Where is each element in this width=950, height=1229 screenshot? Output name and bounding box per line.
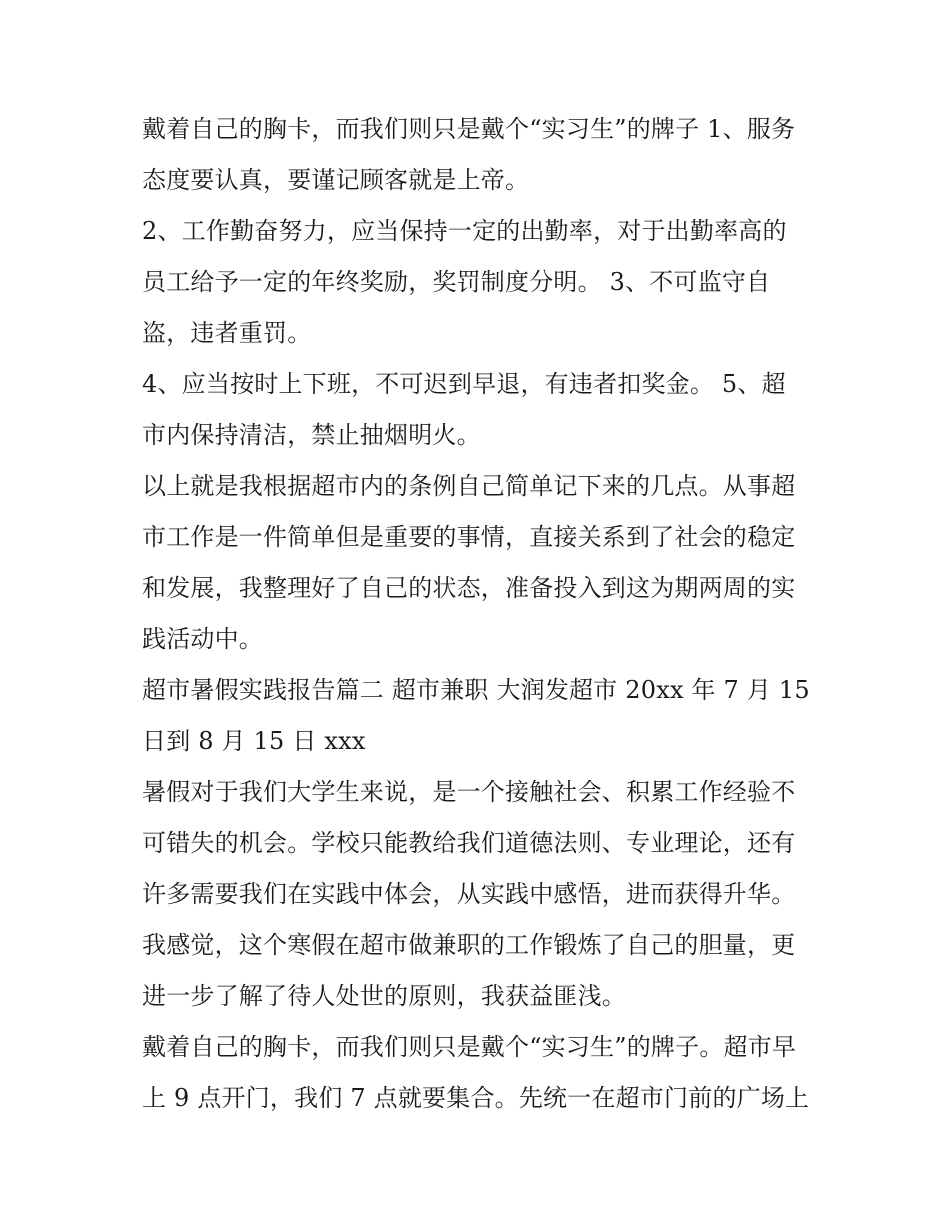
text-line: 我感觉，这个寒假在超市做兼职的工作锻炼了自己的胆量，更 — [142, 931, 796, 959]
section-heading-line: 超市暑假实践报告篇二 超市兼职 大润发超市 20xx 年 7 月 15 — [142, 676, 810, 704]
section-heading-line: 日到 8 月 15 日 xxx — [142, 727, 366, 755]
text-line: 以上就是我根据超市内的条例自己简单记下来的几点。从事超 — [142, 472, 796, 500]
text-line: 盗，违者重罚。 — [142, 319, 312, 347]
text-line: 员工给予一定的年终奖励，奖罚制度分明。 3、不可监守自 — [142, 268, 771, 296]
text-line: 态度要认真，要谨记顾客就是上帝。 — [142, 166, 530, 194]
text-line: 4、应当按时上下班，不可迟到早退，有违者扣奖金。 5、超 — [142, 370, 786, 398]
text-line: 戴着自己的胸卡，而我们则只是戴个“实习生”的牌子 1、服务 — [142, 115, 796, 143]
text-line: 可错失的机会。学校只能教给我们道德法则、专业理论，还有 — [142, 829, 796, 857]
text-line: 2、工作勤奋努力，应当保持一定的出勤率，对于出勤率高的 — [142, 217, 787, 245]
text-line: 践活动中。 — [142, 625, 263, 653]
text-line: 市工作是一件简单但是重要的事情，直接关系到了社会的稳定 — [142, 523, 796, 551]
text-line: 市内保持清洁，禁止抽烟明火。 — [142, 421, 481, 449]
document-body — [142, 104, 818, 1124]
text-line: 进一步了解了待人处世的原则，我获益匪浅。 — [142, 982, 626, 1010]
text-line: 暑假对于我们大学生来说，是一个接触社会、积累工作经验不 — [142, 778, 796, 806]
text-line: 戴着自己的胸卡，而我们则只是戴个“实习生”的牌子。超市早 — [142, 1033, 797, 1061]
text-line: 上 9 点开门，我们 7 点就要集合。先统一在超市门前的广场上 — [142, 1084, 810, 1112]
text-line: 许多需要我们在实践中体会，从实践中感悟，进而获得升华。 — [142, 880, 796, 908]
text-line: 和发展，我整理好了自己的状态，准备投入到这为期两周的实 — [142, 574, 796, 602]
